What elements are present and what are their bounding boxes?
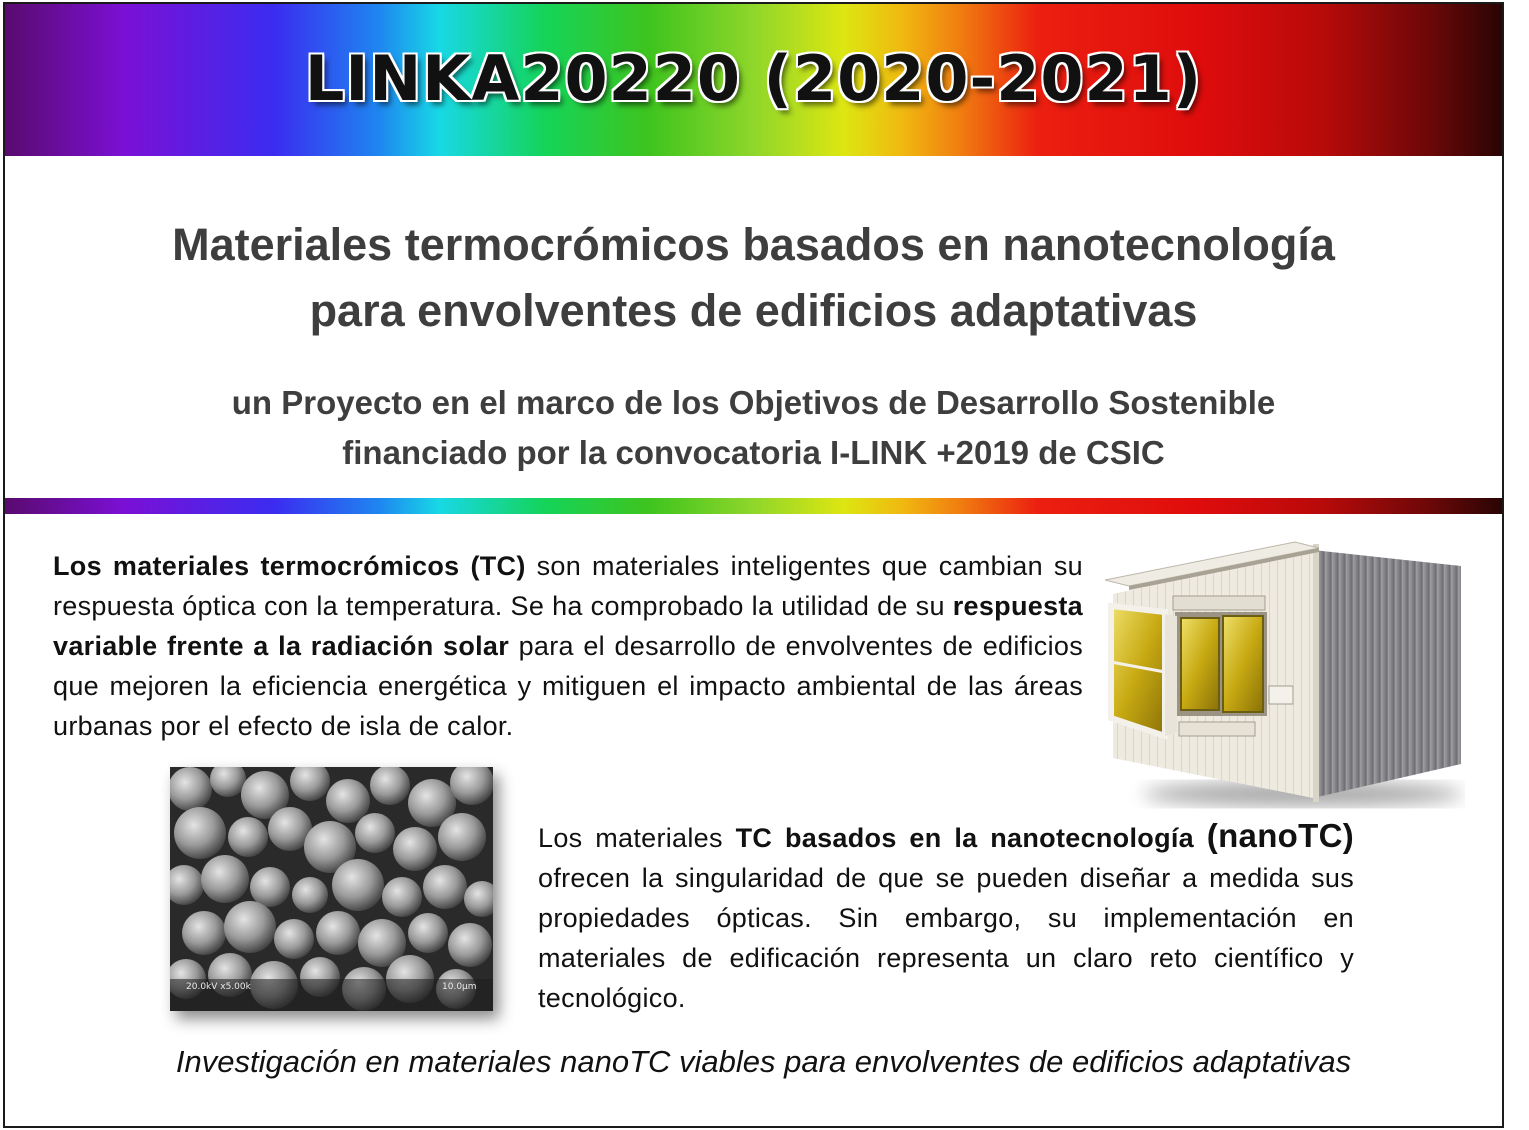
nanotc-text-2: ofrecen la singularidad de que se pueden diseñar a medida sus propiedades ópticas. Sin embargo, su implementación en materiales de edificación representa un claro reto científico y tecnológico. — [538, 863, 1354, 1013]
house-illustration — [1093, 536, 1465, 812]
nanotc-acronym: (nanoTC) — [1206, 817, 1354, 854]
nanotc-paragraph — [538, 816, 1354, 1018]
footer-tagline: Investigación en materiales nanoTC viables para envolventes de edificios adaptativas — [175, 1044, 1352, 1079]
main-title-line1: Materiales termocrómicos basados en nanotecnología — [172, 219, 1335, 270]
main-title — [5, 212, 1502, 344]
main-title-line2: para envolventes de edificios adaptativas — [309, 285, 1198, 336]
subtitle — [5, 378, 1502, 478]
intro-text-2: para el desarrollo de envolventes de edificios que mejoren la eficiencia energética y mitiguen el impacto ambiental de las áreas urbanas por el efecto de isla de calor. — [53, 631, 1083, 741]
sem-caption-left: 20.0kV x5.00k — [186, 982, 251, 992]
intro-text-1: son materiales inteligentes que cambian su respuesta óptica con la temperatura. Se ha comprobado la utilidad de su — [53, 551, 1083, 621]
intro-bold-phrase: respuesta variable frente a la radiación solar — [53, 591, 1083, 661]
subtitle-line2: financiado por la convocatoria I-LINK +2019 de CSIC — [342, 434, 1165, 471]
sem-micrograph — [170, 767, 493, 1011]
intro-bold-term: Los materiales termocrómicos (TC) — [53, 551, 526, 581]
sem-caption-right: 10.0µm — [442, 982, 477, 992]
poster — [3, 2, 1504, 1128]
nanotc-bold-phrase: TC basados en la nanotecnología — [735, 823, 1194, 853]
spectrum-banner — [5, 4, 1502, 156]
spectrum-divider — [5, 498, 1502, 514]
banner-title: LINKA20220 (2020-2021) — [304, 42, 1203, 115]
intro-paragraph — [53, 546, 1083, 746]
subtitle-line1: un Proyecto en el marco de los Objetivos de Desarrollo Sostenible — [231, 384, 1276, 421]
nanotc-text-1: Los materiales — [538, 823, 736, 853]
